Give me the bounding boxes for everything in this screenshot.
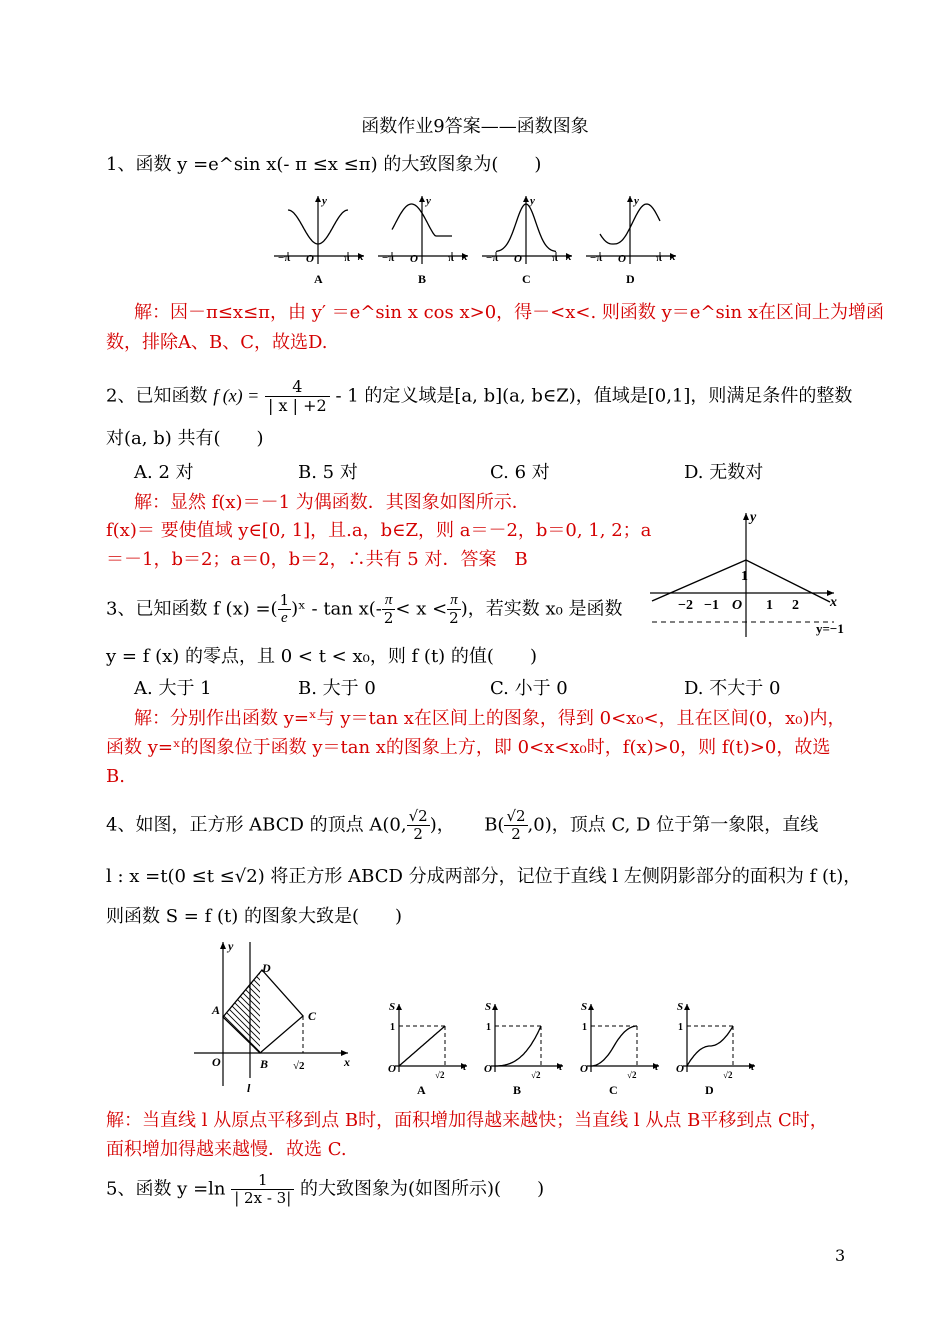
q2-graph-svg <box>644 505 874 640</box>
q4-fig-point-c: C <box>308 1009 317 1023</box>
q1-graph-origin: O <box>410 253 418 265</box>
q1-solution-line2: 数，排除A、B、C，故选D. <box>106 332 328 353</box>
q4-stem-mid: )， <box>429 814 455 836</box>
q2-stem-prefix: 2、已知函数 <box>106 385 208 407</box>
q3-frac-pi-over-2 <box>382 592 396 627</box>
page-number: 3 <box>835 1246 846 1265</box>
q1-stem: 1、函数 y =e^sin x(- π ≤x ≤π) 的大致图象为( ) <box>106 154 542 175</box>
q4-stem-line3: 则函数 S = f (t) 的图象大致是( ) <box>106 906 403 927</box>
q4-option-s-label: S <box>389 1001 396 1013</box>
q3-stem-suffix: )，若实数 x₀ 是函数 <box>460 598 623 620</box>
q4-square-figure-svg <box>190 936 365 1096</box>
q4-option-sqrt2: √2 <box>531 1070 541 1080</box>
q4-option-one: 1 <box>390 1022 395 1033</box>
q4-option-graphs <box>383 998 773 1102</box>
q3-frac-1-over-e <box>278 592 292 627</box>
q4-fig-sqrt2: √2 <box>293 1060 305 1072</box>
q2-stem-line1 <box>106 378 852 415</box>
q1-graph-option-label: D <box>626 272 635 286</box>
q4-option-label: D <box>705 1083 714 1097</box>
q4-option-sqrt2: √2 <box>627 1070 637 1080</box>
q4-option-t-label: t <box>559 1061 563 1073</box>
q4-option-origin: O <box>580 1063 588 1075</box>
q2-frac-den: | x | +2 <box>268 396 327 415</box>
q3-choice-a: A. 大于 1 <box>134 678 212 699</box>
q4-frac-a-num: √2 <box>408 807 428 825</box>
q1-graph-C <box>482 195 572 286</box>
q2-graph-origin: O <box>732 598 743 613</box>
q1-graph-pi: π <box>344 252 351 264</box>
q1-graph-pi: π <box>552 252 559 264</box>
q4-option-graph-A <box>388 1001 467 1097</box>
q4-fig-point-a: A <box>212 1003 221 1017</box>
q4-option-graph-C <box>580 1001 659 1097</box>
q1-solution-line1: 解：因－π≤x≤π，由 y′ ＝e^sin x cos x>0，得－<x<. 则函数 y＝e^sin x在区间上为增函 <box>134 302 884 323</box>
q3-solution-line3: B. <box>106 766 125 787</box>
q4-frac-a <box>407 808 430 843</box>
q2-frac-num: 4 <box>265 378 330 397</box>
q5-stem-suffix: 的大致图象为(如图所示)( ) <box>300 1178 545 1200</box>
q4-option-t-label: t <box>655 1061 659 1073</box>
q2-fraction <box>265 378 330 415</box>
q5-stem-prefix: 5、函数 y =ln <box>106 1178 226 1200</box>
q2-choice-a: A. 2 对 <box>134 462 194 483</box>
q1-graphs <box>270 190 676 294</box>
q4-option-one: 1 <box>486 1022 491 1033</box>
q1-graph-y-label: y <box>634 195 639 207</box>
q1-graph-pi: π <box>656 252 663 264</box>
q1-graph-y-label: y <box>322 195 327 207</box>
q4-fig-origin: O <box>212 1055 221 1069</box>
q4-stem-prefix: 4、如图，正方形 ABCD 的顶点 A(0, <box>106 814 407 836</box>
q5-fraction <box>231 1172 294 1207</box>
q4-option-sqrt2: √2 <box>435 1070 445 1080</box>
q1-graph-neg-pi: −π <box>382 252 395 264</box>
q1-graph-origin: O <box>306 253 314 265</box>
q4-stem-b-suffix: ,0)，顶点 C, D 位于第一象限，直线 <box>527 814 819 836</box>
q3-stem-mid: )ˣ - tan x(- <box>291 598 382 620</box>
q1-graph-neg-pi: −π <box>486 252 499 264</box>
q2-solution-line1: 解：显然 f(x)＝－1 为偶函数．其图象如图所示． <box>134 492 530 513</box>
q2-graph-asymptote-label: y=−1 <box>816 621 844 636</box>
q3-stem-mid2: < x < <box>395 598 448 620</box>
q1-graph-x-label: x <box>462 251 468 263</box>
q1-graph-x-label: x <box>358 251 364 263</box>
q4-fig-y-label: y <box>228 939 234 953</box>
q5-stem <box>106 1172 544 1207</box>
q1-graph-origin: O <box>514 253 522 265</box>
q4-fig-point-d: D <box>262 961 271 975</box>
q3-frac-pi-over-2b <box>447 592 461 627</box>
q2-choice-b: B. 5 对 <box>298 462 358 483</box>
q2-stem-suffix: - 1 的定义域是[a, b](a, b∈Z)，值域是[0,1]，则满足条件的整数 <box>335 385 853 407</box>
q4-square-figure <box>190 936 365 1100</box>
q1-graphs-svg <box>270 190 676 290</box>
q4-option-one: 1 <box>678 1022 683 1033</box>
q3-frac3-num: π <box>447 592 461 610</box>
q4-frac-a-den: 2 <box>413 825 423 843</box>
q4-fig-point-b: B <box>260 1057 269 1071</box>
q3-solution-line2: 函数 y=ˣ的图象位于函数 y＝tan x的图象上方，即 0<x<x₀时，f(x)>0，则 f(t)>0，故选 <box>106 737 831 758</box>
q2-graph-tick: −1 <box>704 598 719 613</box>
q1-graph-origin: O <box>618 253 626 265</box>
q4-frac-b <box>504 808 527 843</box>
q4-option-s-label: S <box>485 1001 492 1013</box>
q4-stem-line1 <box>106 808 818 843</box>
q4-option-origin: O <box>388 1063 396 1075</box>
q1-graph-pi: π <box>448 252 455 264</box>
q2-graph-tick: −2 <box>678 598 693 613</box>
q3-stem-line1 <box>106 592 623 627</box>
q2-graph-tick: 2 <box>792 598 799 613</box>
q1-graph-neg-pi: −π <box>278 252 291 264</box>
q3-stem-line2: y = f (x) 的零点，且 0 < t < x₀，则 f (t) 的值( ) <box>106 646 537 667</box>
q4-option-label: B <box>513 1083 522 1097</box>
q2-graph-one: 1 <box>741 569 748 584</box>
q4-stem-b: B( <box>484 814 505 836</box>
q1-graph-neg-pi: −π <box>590 252 603 264</box>
q4-solution-line2: 面积增加得越来越慢．故选 C. <box>106 1139 347 1160</box>
q4-fig-line-l: l <box>247 1081 251 1095</box>
q5-frac-den: | 2x - 3| <box>234 1189 292 1207</box>
q2-choice-d: D. 无数对 <box>684 462 764 483</box>
q2-graph-y-label: y <box>750 510 757 525</box>
q4-stem-line2: l : x =t(0 ≤t ≤√2) 将正方形 ABCD 分成两部分，记位于直线 l 左侧阴影部分的面积为 f (t)， <box>106 866 862 887</box>
q1-graph-option-label: A <box>314 272 323 286</box>
q2-choice-c: C. 6 对 <box>490 462 550 483</box>
q1-graph-y-label: y <box>426 195 431 207</box>
q3-frac3-den: 2 <box>449 609 459 627</box>
q4-option-one: 1 <box>582 1022 587 1033</box>
q4-solution-line1: 解：当直线 l 从原点平移到点 B时，面积增加得越来越快；当直线 l 从点 B平移到点 C时， <box>106 1110 828 1131</box>
q4-option-t-label: t <box>463 1061 467 1073</box>
q3-choice-b: B. 大于 0 <box>298 678 376 699</box>
q1-graph-option-label: C <box>522 272 531 286</box>
q1-graph-A <box>274 195 364 286</box>
q3-frac2-num: π <box>382 592 396 610</box>
q1-graph-D <box>586 195 676 286</box>
q4-option-t-label: t <box>751 1061 755 1073</box>
q1-graph-B <box>378 195 468 286</box>
q4-option-origin: O <box>484 1063 492 1075</box>
q4-option-graph-B <box>484 1001 563 1097</box>
q1-graph-y-label: y <box>530 195 535 207</box>
q4-option-label: C <box>609 1083 618 1097</box>
q1-graph-x-label: x <box>670 251 676 263</box>
q4-option-graphs-svg <box>383 998 773 1098</box>
q1-graph-x-label: x <box>566 251 572 263</box>
q3-frac1-num: 1 <box>279 591 290 609</box>
q3-solution-line1: 解：分别作出函数 y=ˣ与 y＝tan x在区间上的图象，得到 0<x₀<，且在区间(0，x₀)内， <box>134 708 846 729</box>
q2-solution-line3: ＝－1，b＝2；a＝0，b＝2，∴共有 5 对．答案 B <box>106 549 528 570</box>
q2-graph-x-label: x <box>830 595 837 610</box>
q4-option-s-label: S <box>581 1001 588 1013</box>
q3-choice-c: C. 小于 0 <box>490 678 568 699</box>
q4-fig-x-label: x <box>344 1055 350 1069</box>
q3-frac1-den: e <box>281 610 288 626</box>
q2-stem-line2: 对(a, b) 共有( ) <box>106 428 264 449</box>
q4-option-label: A <box>417 1083 426 1097</box>
q2-fx: f (x) = <box>213 385 260 406</box>
q5-frac-num: 1 <box>231 1172 294 1190</box>
page-title: 函数作业9答案——函数图象 <box>361 116 589 137</box>
q2-graph <box>644 505 874 644</box>
q4-option-graph-D <box>676 1001 755 1097</box>
q3-stem-prefix: 3、已知函数 f (x) =( <box>106 598 278 620</box>
q3-frac2-den: 2 <box>383 609 394 627</box>
q2-solution-line2: f(x)＝ 要使值域 y∈[0, 1]，且.a，b∈Z，则 a＝－2，b＝0, 1, 2；a <box>106 520 652 541</box>
q4-frac-b-den: 2 <box>511 825 521 843</box>
q4-frac-b-num: √2 <box>506 807 526 825</box>
q4-option-s-label: S <box>677 1001 684 1013</box>
q4-option-sqrt2: √2 <box>723 1070 733 1080</box>
q3-choice-d: D. 不大于 0 <box>684 678 781 699</box>
q4-option-origin: O <box>676 1063 684 1075</box>
q1-graph-option-label: B <box>418 272 427 286</box>
q2-graph-tick: 1 <box>766 598 773 613</box>
